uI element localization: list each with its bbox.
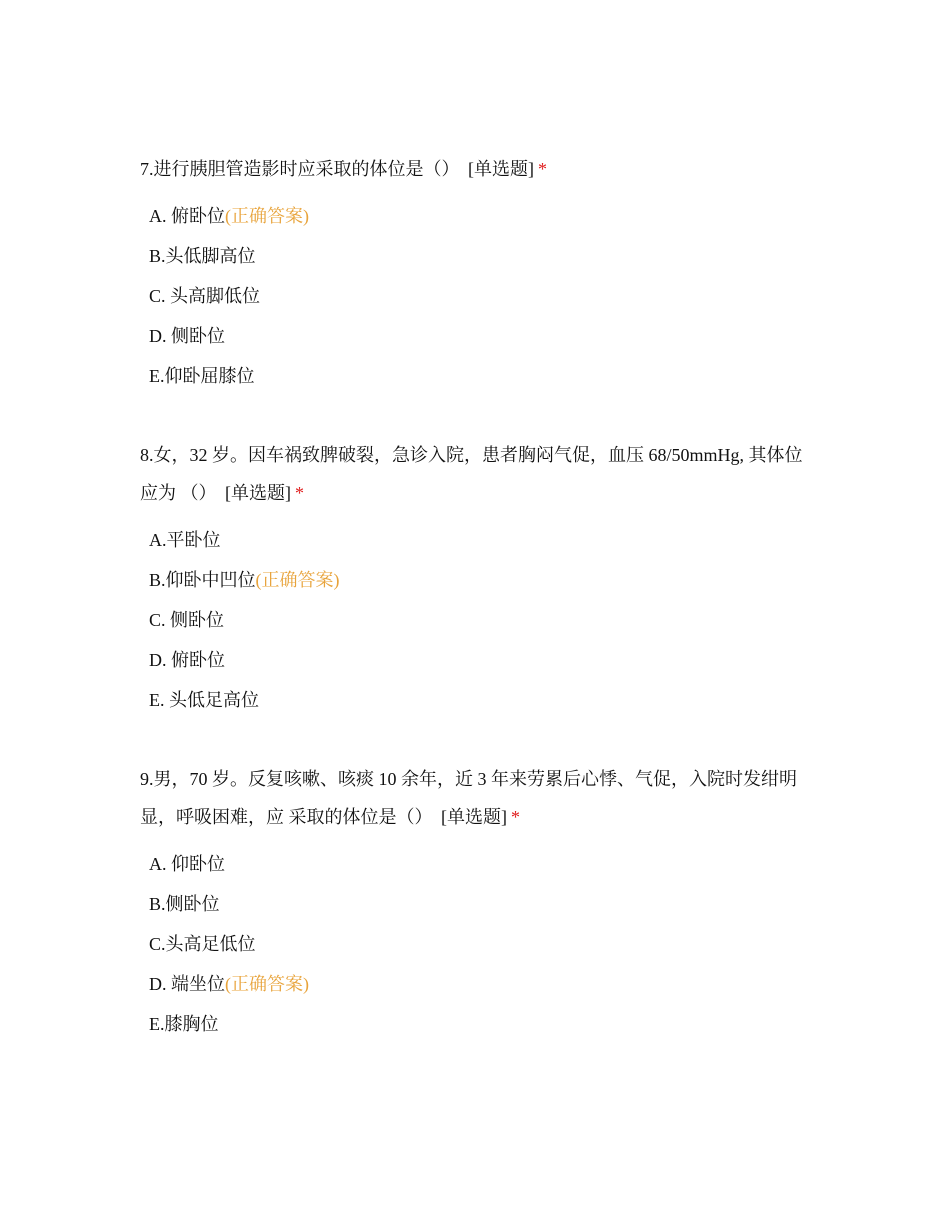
option-label: C. 头高脚低位: [149, 286, 261, 306]
option-label: D. 端坐位: [149, 974, 225, 994]
question-text: [140, 150, 820, 188]
option-label: E.膝胸位: [149, 1014, 219, 1034]
option-label: E.仰卧屈膝位: [149, 366, 255, 386]
question-type-label: [单选题]: [468, 159, 534, 179]
option-label: D. 侧卧位: [149, 326, 225, 346]
option-list: [140, 520, 820, 720]
option-a[interactable]: [140, 520, 820, 560]
option-label: A. 仰卧位: [149, 854, 225, 874]
question-text: [140, 436, 820, 512]
question-8: [140, 436, 820, 720]
option-d[interactable]: [140, 316, 820, 356]
question-type-label: [单选题]: [225, 483, 291, 503]
option-label: B.侧卧位: [149, 894, 220, 914]
correct-answer-tag: (正确答案): [225, 974, 309, 994]
option-list: [140, 196, 820, 396]
option-c[interactable]: [140, 600, 820, 640]
option-e[interactable]: [140, 680, 820, 720]
required-mark: *: [511, 807, 520, 827]
option-label: D. 俯卧位: [149, 650, 225, 670]
option-label: C.头高足低位: [149, 934, 256, 954]
question-stem: 7.进行胰胆管造影时应采取的体位是（）: [140, 159, 464, 179]
option-d[interactable]: [140, 640, 820, 680]
question-stem: 9.男，70 岁。反复咳嗽、咳痰 10 余年，近 3 年来劳累后心悸、气促，入院时发绀明显，呼吸困难，应 采取的体位是（）: [140, 769, 797, 827]
option-list: [140, 844, 820, 1044]
option-e[interactable]: [140, 356, 820, 396]
option-a[interactable]: [140, 196, 820, 236]
option-label: A. 俯卧位: [149, 206, 225, 226]
option-b[interactable]: [140, 236, 820, 276]
option-label: B.头低脚高位: [149, 246, 256, 266]
option-label: C. 侧卧位: [149, 610, 225, 630]
option-b[interactable]: [140, 884, 820, 924]
survey-page: [140, 150, 820, 1084]
question-type-label: [单选题]: [441, 807, 507, 827]
correct-answer-tag: (正确答案): [225, 206, 309, 226]
question-text: [140, 760, 820, 836]
option-b[interactable]: [140, 560, 820, 600]
correct-answer-tag: (正确答案): [255, 570, 340, 590]
option-c[interactable]: [140, 924, 820, 964]
option-label: B.仰卧中凹位: [149, 570, 256, 590]
option-c[interactable]: [140, 276, 820, 316]
option-a[interactable]: [140, 844, 820, 884]
required-mark: *: [295, 483, 304, 503]
question-stem: 8.女，32 岁。因车祸致脾破裂，急诊入院，患者胸闷气促，血压 68/50mmHg, 其体位应为 （）: [140, 445, 803, 503]
option-label: E. 头低足高位: [149, 690, 259, 710]
option-d[interactable]: [140, 964, 820, 1004]
required-mark: *: [538, 159, 547, 179]
option-label: A.平卧位: [149, 530, 221, 550]
option-e[interactable]: [140, 1004, 820, 1044]
question-9: [140, 760, 820, 1044]
question-7: [140, 150, 820, 396]
